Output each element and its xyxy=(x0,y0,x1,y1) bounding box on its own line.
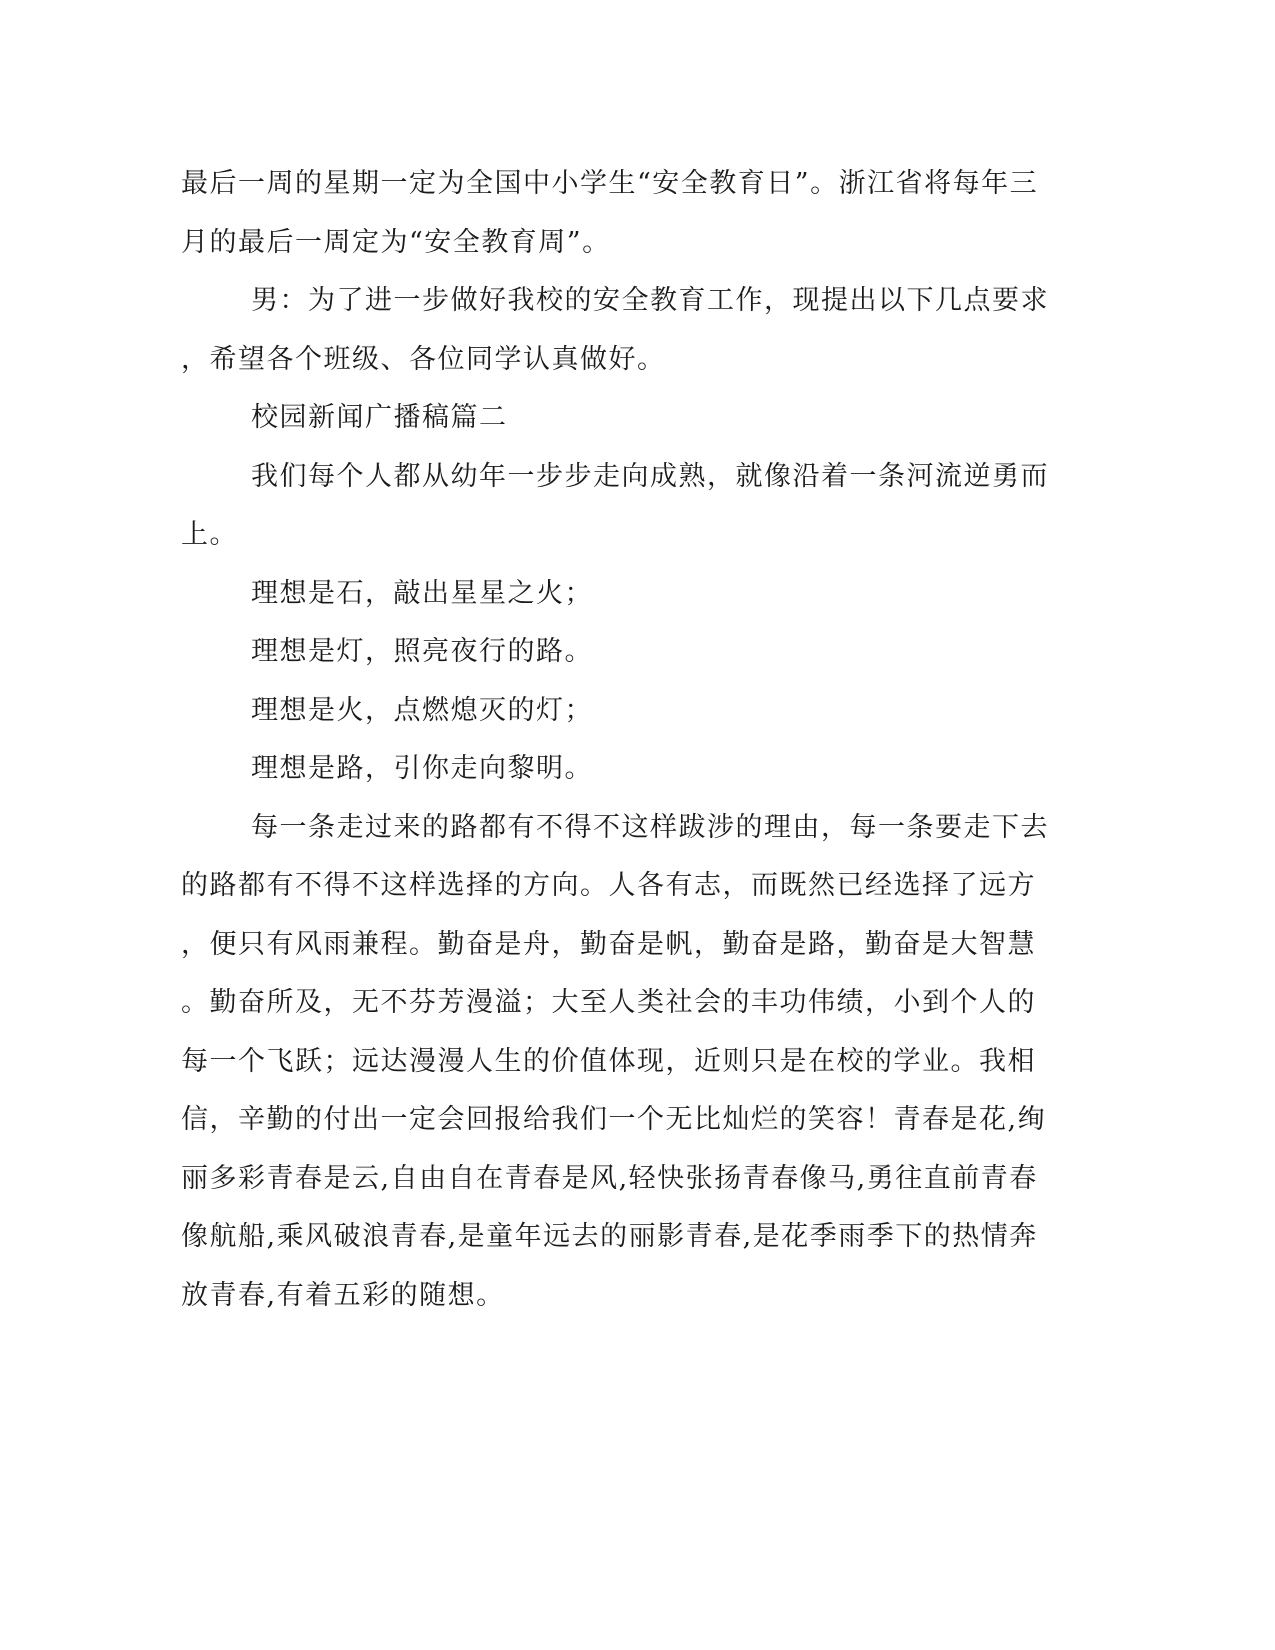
text-line: 放青春,有着五彩的随想。 xyxy=(181,1279,505,1311)
text-line: 男：为了进一步做好我校的安全教育工作，现提出以下几点要求 xyxy=(251,285,1049,316)
text-line: 理想是路，引你走向黎明。 xyxy=(251,753,593,784)
text-line: 的路都有不得不这样选择的方向。人各有志，而既然已经选择了远方 xyxy=(181,870,1036,901)
text-line: ，便只有风雨兼程。勤奋是舟，勤奋是帆，勤奋是路，勤奋是大智慧 xyxy=(181,928,1036,960)
text-line: 我们每个人都从幼年一步步走向成熟，就像沿着一条河流逆勇而 xyxy=(251,460,1049,492)
text-line: 每一个飞跃；远达漫漫人生的价值体现，近则只是在校的学业。我相 xyxy=(181,1045,1036,1077)
text-line: 最后一周的星期一定为全国中小学生“安全教育日”。浙江省将每年三 xyxy=(181,168,1039,199)
text-line: 信，辛勤的付出一定会回报给我们一个无比灿烂的笑容！青春是花,绚 xyxy=(181,1104,1047,1135)
text-line: 理想是火，点燃熄灭的灯； xyxy=(251,694,593,726)
document-body xyxy=(181,155,1061,1325)
text-line: 上。 xyxy=(181,519,238,550)
text-line: 丽多彩青春是云,自由自在青春是风,轻快张扬青春像马,勇往直前青春 xyxy=(181,1162,1038,1194)
text-line: 理想是灯，照亮夜行的路。 xyxy=(251,636,593,667)
text-line: 月的最后一周定为“安全教育周”。 xyxy=(181,226,611,258)
text-line: 。勤奋所及，无不芬芳漫溢；大至人类社会的丰功伟绩，小到个人的 xyxy=(181,987,1036,1018)
text-line: 像航船,乘风破浪青春,是童年远去的丽影青春,是花季雨季下的热情奔 xyxy=(181,1221,1038,1252)
text-line: 校园新闻广播稿篇二 xyxy=(251,402,508,433)
text-line: 每一条走过来的路都有不得不这样跋涉的理由，每一条要走下去 xyxy=(251,811,1049,843)
text-line: ，希望各个班级、各位同学认真做好。 xyxy=(181,343,666,375)
text-line: 理想是石，敲出星星之火； xyxy=(251,577,593,609)
